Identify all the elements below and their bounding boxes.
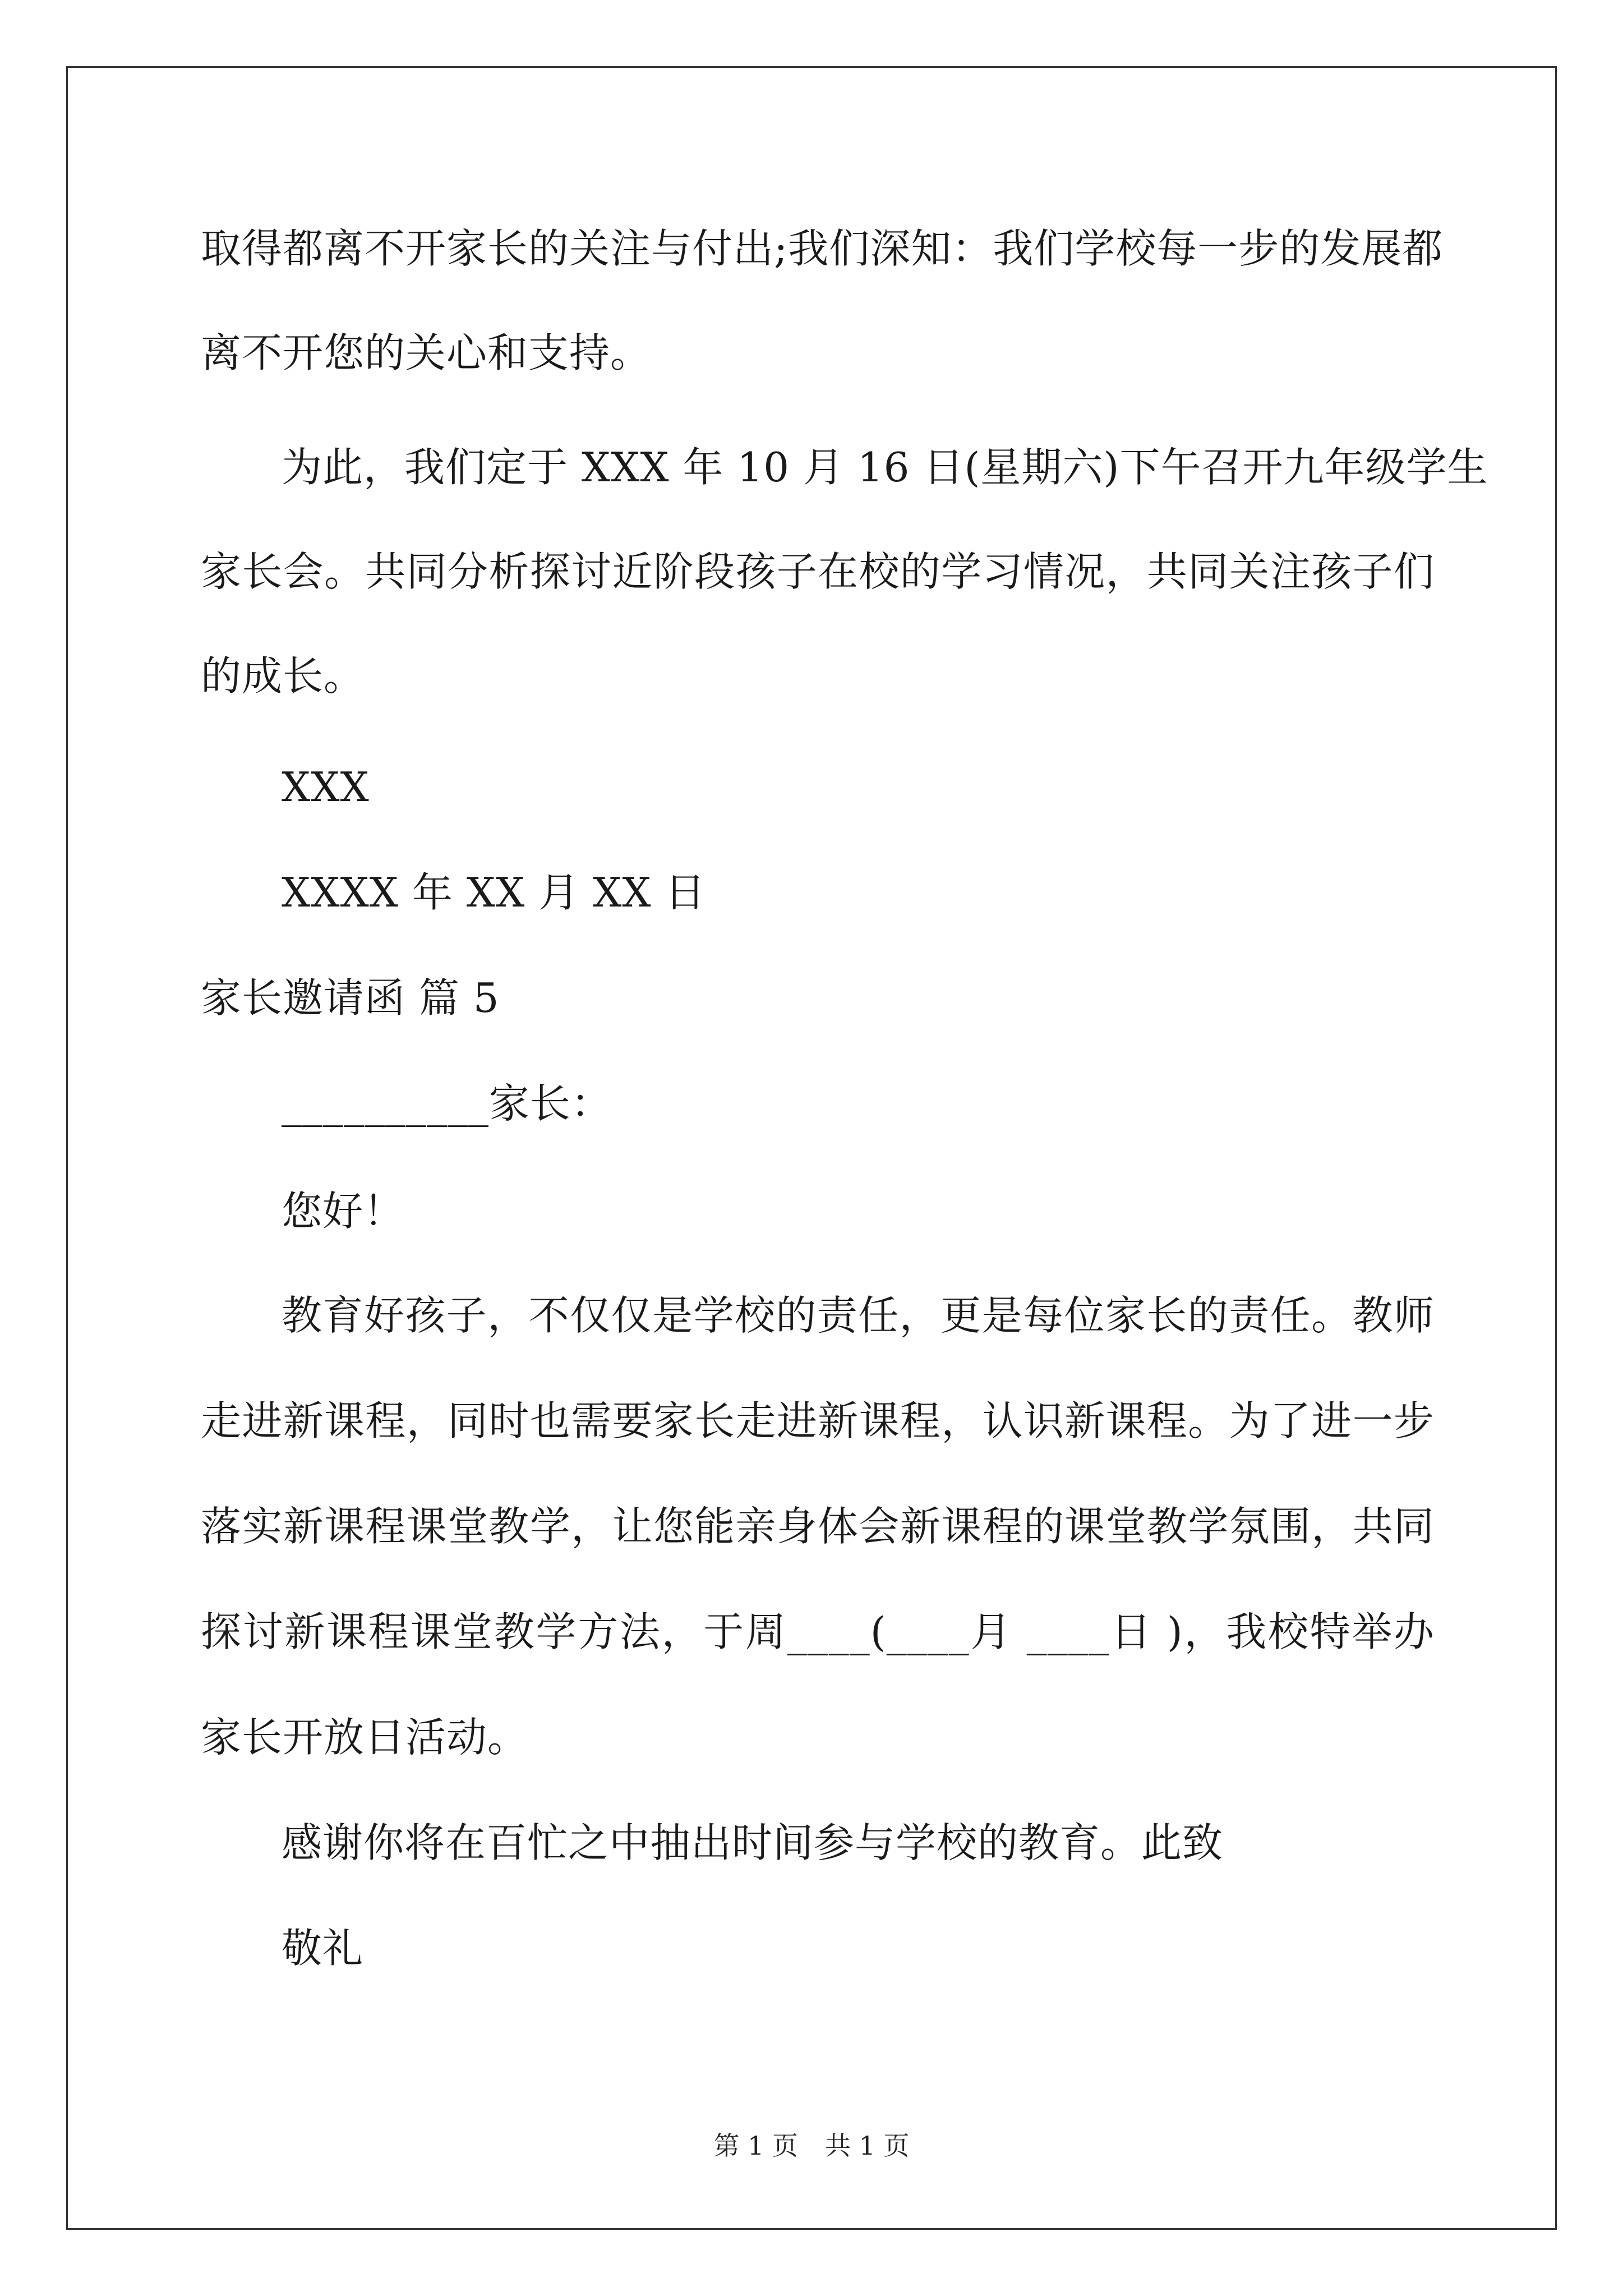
regards-line: 敬礼: [282, 1925, 364, 1972]
signature-name: XXX: [282, 763, 370, 811]
body-line: 教育好孩子，不仅仅是学校的责任，更是每位家长的责任。教师: [282, 1292, 1435, 1339]
body-line: 的成长。: [201, 652, 365, 700]
body-line: 落实新课程课堂教学，让您能亲身体会新课程的课堂教学氛围，共同: [201, 1503, 1435, 1550]
body-line: 家长开放日活动。: [201, 1714, 529, 1761]
signature-date: XXXX 年 XX 月 XX 日: [282, 869, 706, 916]
body-line: 离不开您的关心和支持。: [201, 329, 652, 376]
page-number: 第 1 页: [713, 2131, 798, 2161]
body-line: 取得都离不开家长的关注与付出;我们深知：我们学校每一步的发展都: [201, 225, 1444, 272]
body-line: 为此，我们定于 XXX 年 10 月 16 日(星期六)下午召开九年级学生: [282, 444, 1488, 491]
page-frame: [66, 66, 1557, 2230]
page-footer: [0, 2129, 1623, 2162]
closing-line: 感谢你将在百忙之中抽出时间参与学校的教育。此致: [282, 1819, 1224, 1866]
body-line: 家长会。共同分析探讨近阶段孩子在校的学习情况，共同关注孩子们: [201, 548, 1435, 595]
section-heading: 家长邀请函 篇 5: [201, 974, 500, 1022]
greeting-line: 您好！: [282, 1188, 405, 1235]
salutation-line: __________家长：: [282, 1080, 612, 1127]
page-total: 共 1 页: [825, 2131, 910, 2161]
body-line: 走进新课程，同时也需要家长走进新课程，认识新课程。为了进一步: [201, 1397, 1435, 1444]
body-line: 探讨新课程课堂教学方法，于周____(____月 ____日 )，我校特举办: [201, 1608, 1435, 1655]
